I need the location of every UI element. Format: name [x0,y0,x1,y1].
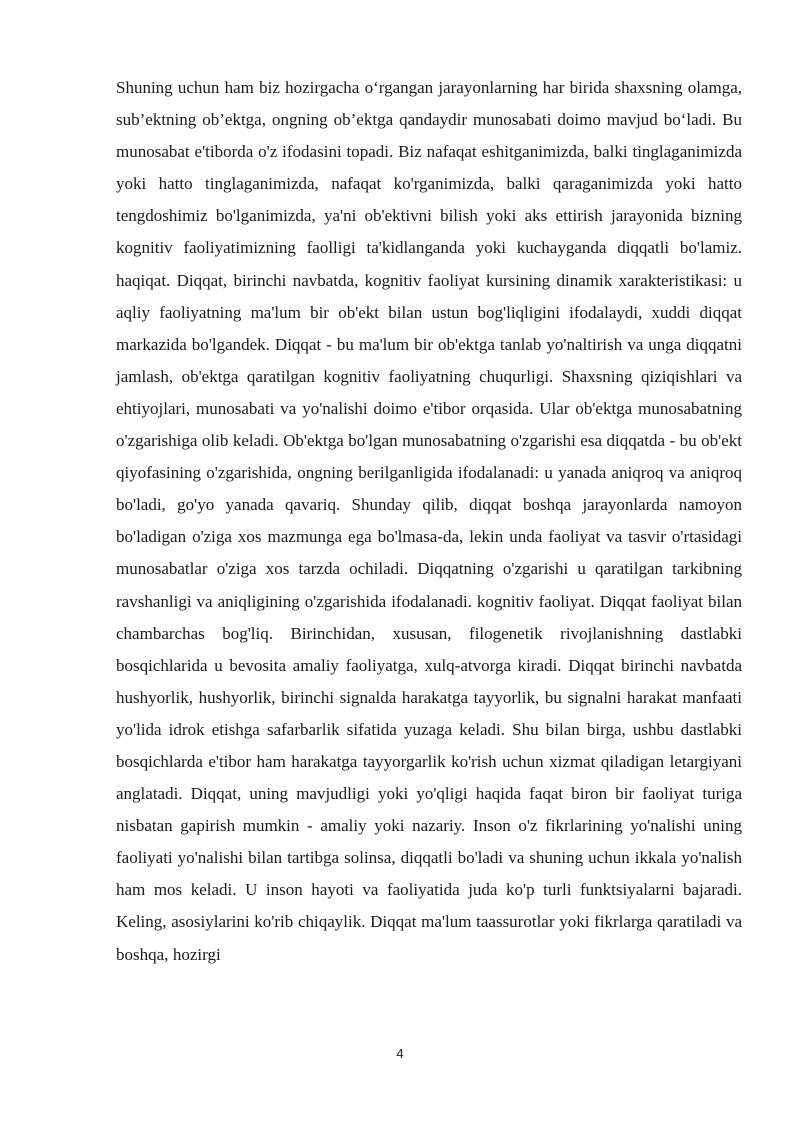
page-number: 4 [396,1046,404,1061]
body-paragraph: Shuning uchun ham biz hozirgacha o‘rgangan jarayonlarning har birida shaxsning olamga, sub’ektning ob’ektga, ongning ob’ektga qandaydir munosabati doimo mavjud bo‘ladi. Bu munosabat e'tiborda o'z ifodasini topadi. Biz nafaqat eshitganimizda, balki tinglaganimizda yoki hatto tinglaganimizda, nafaqat ko'rganimizda, balki qaraganimizda yoki hatto tengdoshimiz bo'lganimizda, ya'ni ob'ektivni bilish yoki aks ettirish jarayonida bizning kognitiv faoliyatimizning faolligi ta'kidlanganda yoki kuchayganda diqqatli bo'lamiz. haqiqat. Diqqat, birinchi navbatda, kognitiv faoliyat kursining dinamik xarakteristikasi: u aqliy faoliyatning ma'lum bir ob'ekt bilan ustun bog'liqligini ifodalaydi, xuddi diqqat markazida bo'lgandek. Diqqat - bu ma'lum bir ob'ektga tanlab yo'naltirish va unga diqqatni jamlash, ob'ektga qaratilgan kognitiv faoliyatning chuqurligi. Shaxsning qiziqishlari va ehtiyojlari, munosabati va yo'nalishi doimo e'tibor orqasida. Ular ob'ektga munosabatning o'zgarishiga olib keladi. Ob'ektga bo'lgan munosabatning o'zgarishi esa diqqatda - bu ob'ekt qiyofasining o'zgarishida, ongning berilganligida ifodalanadi: u yanada aniqroq va aniqroq bo'ladi, go'yo yanada qavariq. Shunday qilib, diqqat boshqa jarayonlarda namoyon bo'ladigan o'ziga xos mazmunga ega bo'lmasa-da, lekin unda faoliyat va tasvir o'rtasidagi munosabatlar o'ziga xos tarzda ochiladi. Diqqatning o'zgarishi u qaratilgan tarkibning ravshanligi va aniqligining o'zgarishida ifodalanadi. kognitiv faoliyat. Diqqat faoliyat bilan chambarchas bog'liq. Birinchidan, xususan, filogenetik rivojlanishning dastlabki bosqichlarida u bevosita amaliy faoliyatga, xulq-atvorga kiradi. Diqqat birinchi navbatda hushyorlik, hushyorlik, birinchi signalda harakatga tayyorlik, bu signalni harakat manfaati yo'lida idrok etishga safarbarlik sifatida yuzaga keladi. Shu bilan birga, ushbu dastlabki bosqichlarda e'tibor ham harakatga tayyorgarlik ko'rish uchun xizmat qiladigan letargiyani anglatadi. Diqqat, uning mavjudligi yoki yo'qligi haqida faqat biron bir faoliyat turiga nisbatan gapirish mumkin - amaliy yoki nazariy. Inson o'z fikrlarining yo'nalishi uning faoliyati yo'nalishi bilan tartibga solinsa, diqqatli bo'ladi va shuning uchun ikkala yo'nalish ham mos keladi. U inson hayoti va faoliyatida juda ko'p turli funktsiyalarni bajaradi. Keling, asosiylarini ko'rib chiqaylik. Diqqat ma'lum taassurotlar yoki fikrlarga qaratiladi va boshqa, hozirgi [116,78,742,964]
